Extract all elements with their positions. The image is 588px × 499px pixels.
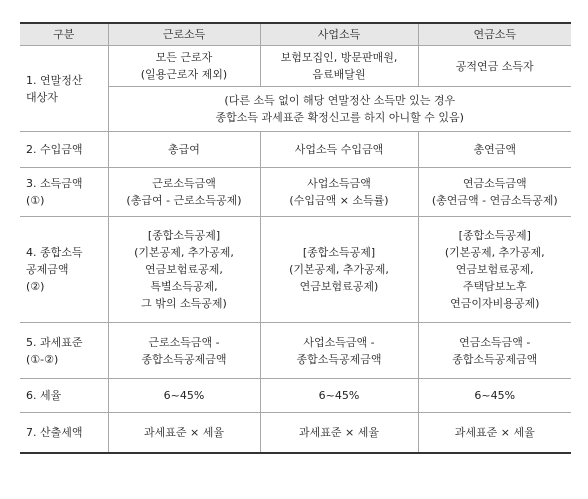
table-cell: 근로소득금액 (총급여 - 근로소득공제) — [108, 168, 260, 217]
table-cell: 보험모집인, 방문판매원, 음료배달원 — [260, 46, 418, 87]
table-row — [20, 413, 571, 454]
table-cell: 6~45% — [418, 379, 571, 413]
table-cell: [종합소득공제] (기본공제, 추가공제, 연금보험료공제, 주택담보노후 연금이자비용공제) — [418, 217, 571, 323]
target-note-text: (다른 소득 없이 해당 연말정산 소득만 있는 경우 종합소득 과세표준 확정신고를 하지 아니할 수 있음) — [215, 94, 464, 124]
header-row — [20, 23, 571, 46]
row-label-computed-tax: 7. 산출세액 — [20, 413, 108, 454]
table-cell: 근로소득금액 - 종합소득공제금액 — [108, 323, 260, 379]
header-category: 구분 — [20, 23, 108, 46]
table-row — [20, 379, 571, 413]
table-cell: 사업소득 수입금액 — [260, 132, 418, 168]
table-cell: 총급여 — [108, 132, 260, 168]
header-business-income: 사업소득 — [260, 23, 418, 46]
table-cell: 과세표준 × 세율 — [418, 413, 571, 454]
header-earned-income: 근로소득 — [108, 23, 260, 46]
table-cell: 6~45% — [108, 379, 260, 413]
table-row — [20, 217, 571, 323]
table-cell: [종합소득공제] (기본공제, 추가공제, 연금보험료공제) — [260, 217, 418, 323]
table-row — [20, 323, 571, 379]
table-cell: 6~45% — [260, 379, 418, 413]
target-note-cell — [108, 87, 571, 132]
row-label-revenue: 2. 수입금액 — [20, 132, 108, 168]
table-row — [20, 168, 571, 217]
table-cell: 연금소득금액 (총연금액 - 연금소득공제) — [418, 168, 571, 217]
table-cell: [종합소득공제] (기본공제, 추가공제, 연금보험료공제, 특별소득공제, 그 밖의 소득공제) — [108, 217, 260, 323]
table-cell: 사업소득금액 - 종합소득공제금액 — [260, 323, 418, 379]
header-pension-income: 연금소득 — [418, 23, 571, 46]
table-row — [20, 46, 571, 87]
table-cell: 모든 근로자 (일용근로자 제외) — [108, 46, 260, 87]
table-cell: 공적연금 소득자 — [418, 46, 571, 87]
table-cell: 연금소득금액 - 종합소득공제금액 — [418, 323, 571, 379]
table-row — [20, 132, 571, 168]
row-label-tax-rate: 6. 세율 — [20, 379, 108, 413]
table-cell: 과세표준 × 세율 — [260, 413, 418, 454]
table-cell: 총연금액 — [418, 132, 571, 168]
table-cell: 사업소득금액 (수입금액 × 소득률) — [260, 168, 418, 217]
table-cell: 과세표준 × 세율 — [108, 413, 260, 454]
row-label-text: 1. 연말정산 대상자 — [26, 73, 83, 104]
row-label-deduction: 4. 종합소득 공제금액 (②) — [20, 217, 108, 323]
row-label-target — [20, 46, 108, 132]
row-label-tax-base: 5. 과세표준 (①-②) — [20, 323, 108, 379]
tax-comparison-table — [20, 22, 571, 454]
row-label-income-amount: 3. 소득금액 (①) — [20, 168, 108, 217]
